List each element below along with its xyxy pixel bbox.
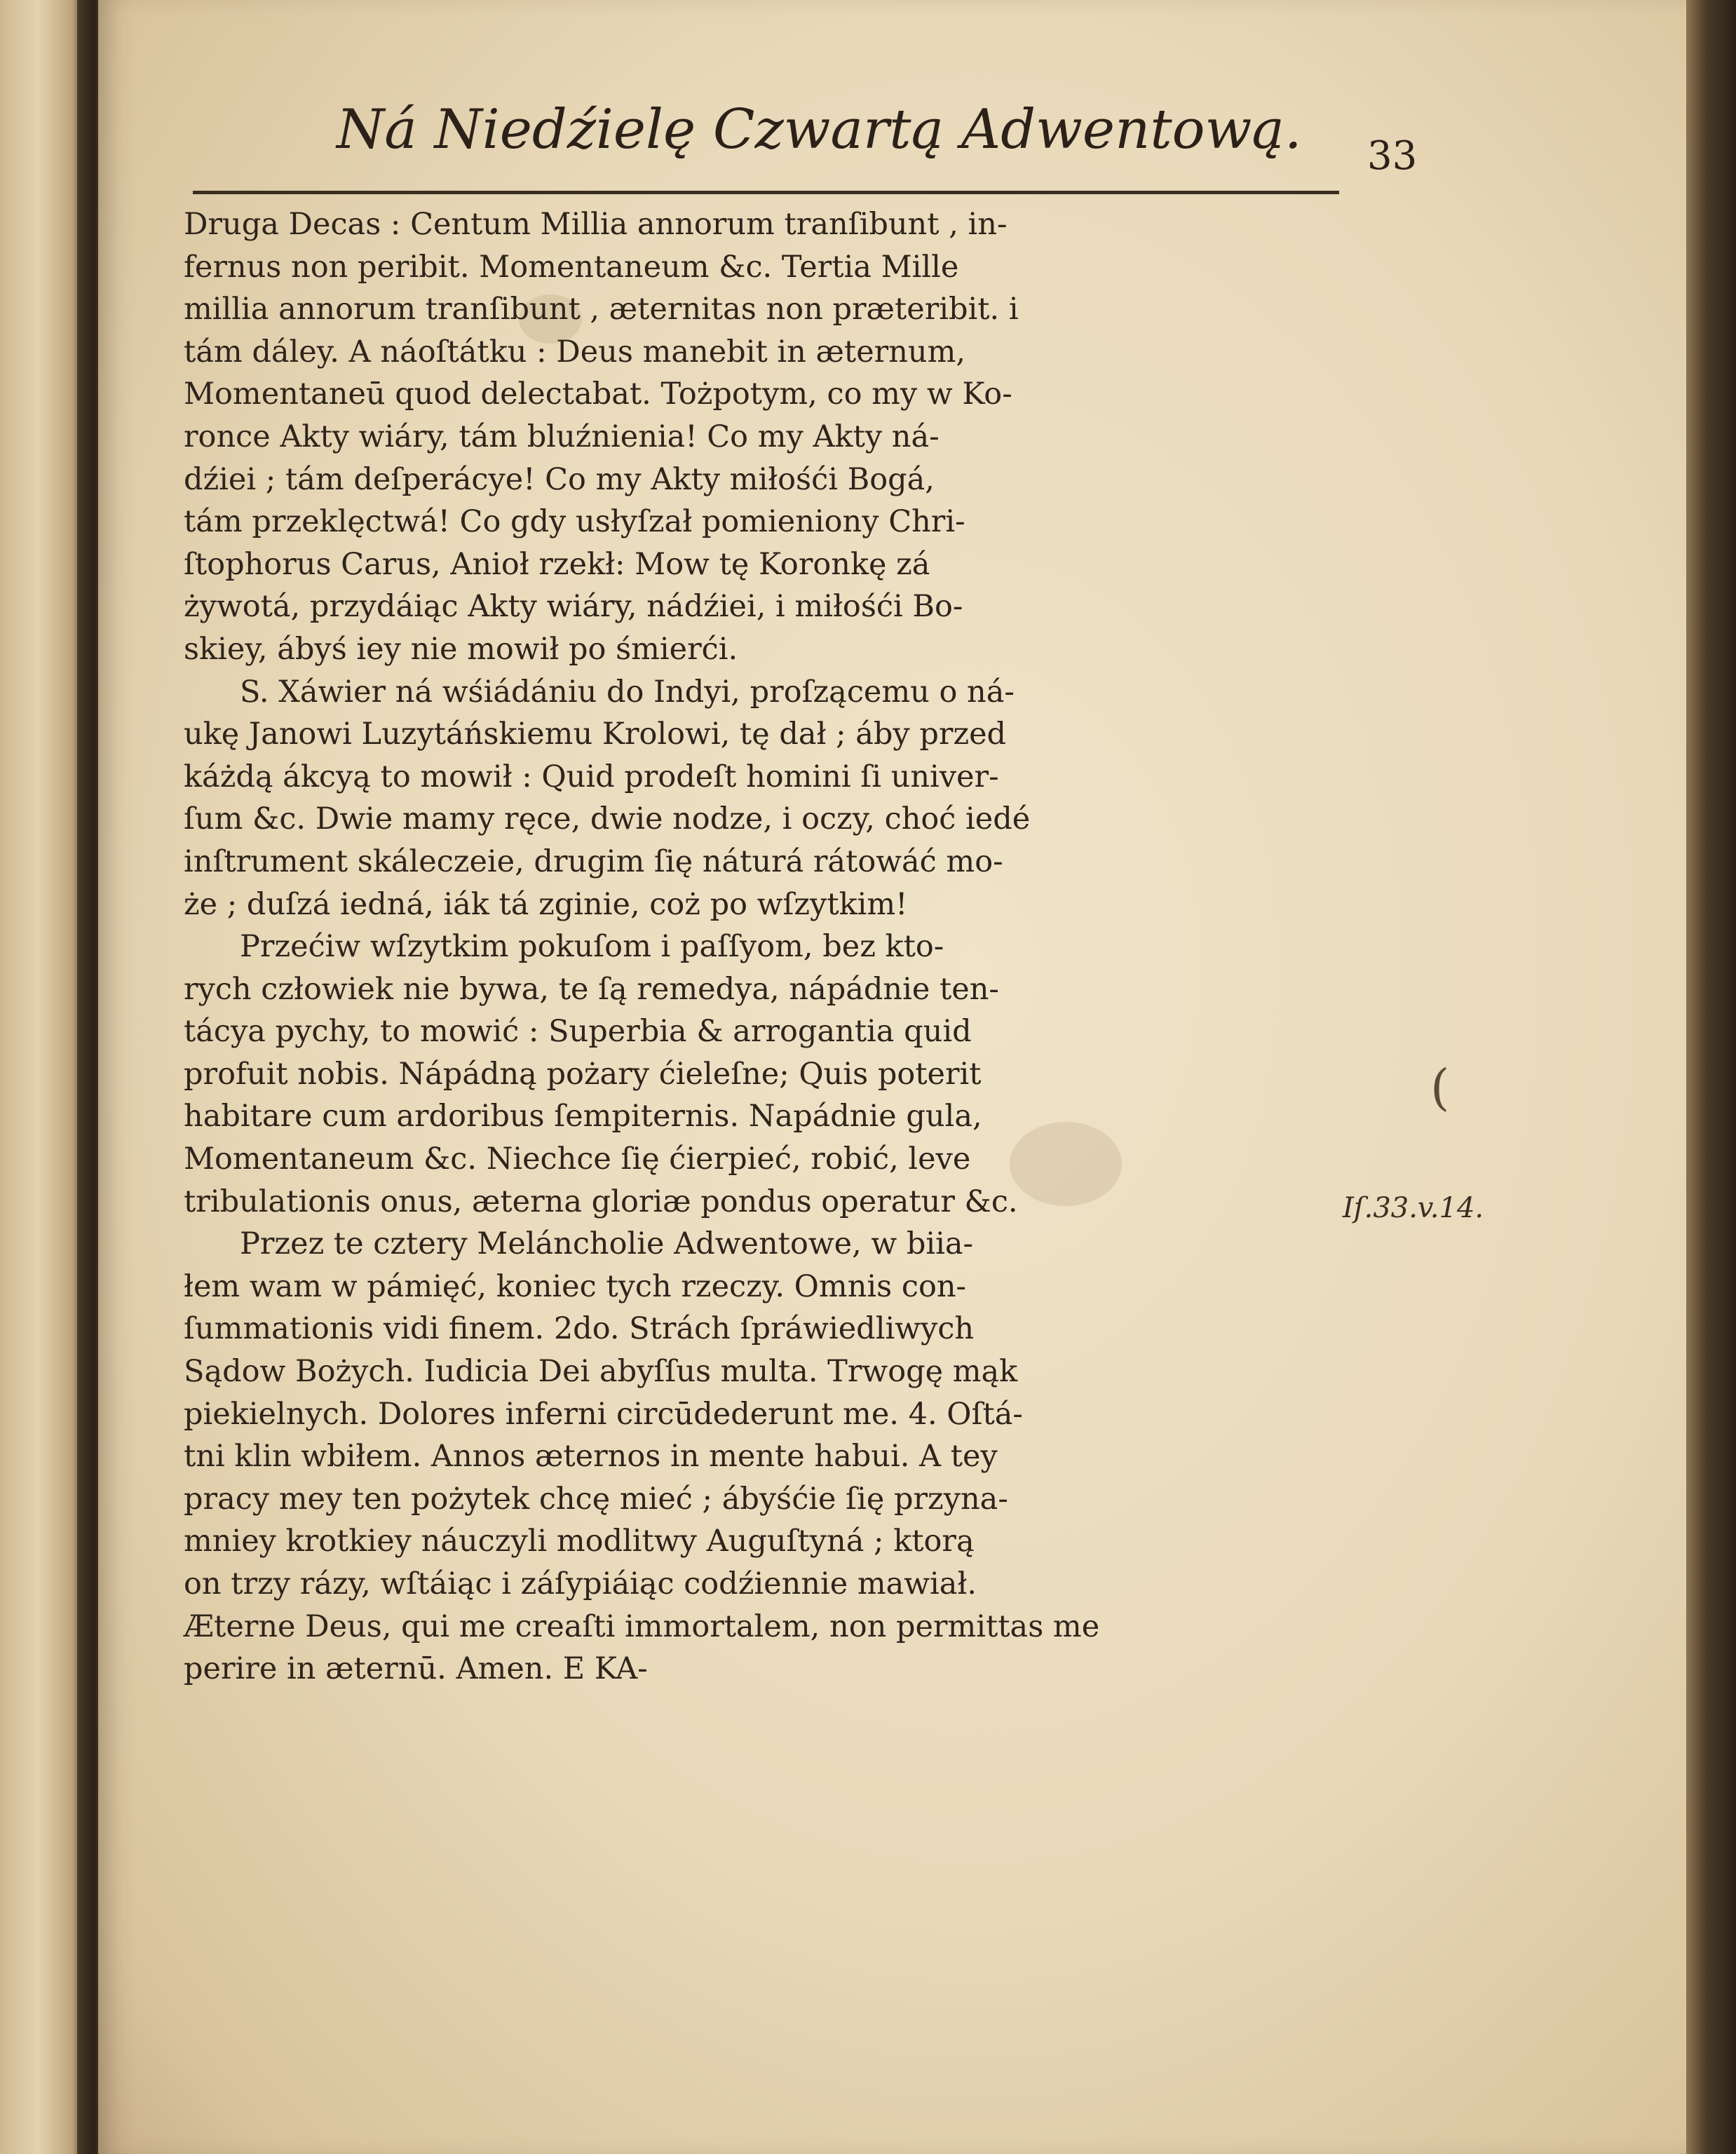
text-line: fernus non peribit. Momentaneum &c. Tertia Mille bbox=[184, 249, 959, 285]
text-line: Przez te cztery Meláncholie Adwentowe, w biia- bbox=[240, 1226, 974, 1262]
text-line: żywotá, przydáiąc Akty wiáry, nádźiei, i miłośći Bo- bbox=[184, 589, 963, 625]
previous-page-edge bbox=[0, 0, 84, 2154]
text-line: ſummationis vidi finem. 2do. Strách ſpráwiedliwych bbox=[184, 1311, 975, 1347]
text-line: skiey, ábyś iey nie mowił po śmierći. bbox=[184, 631, 738, 667]
text-line: profuit nobis. Nápádną pożary ćieleſne; Quis poterit bbox=[184, 1056, 982, 1092]
text-line: tribulationis onus, æterna gloriæ pondus operatur &c. bbox=[184, 1184, 1018, 1219]
text-line: Momentaneum &c. Niechce ſię ćierpieć, robić, leve bbox=[184, 1142, 971, 1177]
text-line: ſum &c. Dwie mamy ręce, dwie nodze, i oczy, choć iedé bbox=[184, 801, 1031, 837]
body-text bbox=[184, 203, 1362, 1691]
text-line: ukę Janowi Luzytáńskiemu Krolowi, tę dał ; áby przed bbox=[184, 717, 1007, 752]
running-title: Ná Niedźielę Czwartą Adwentową. bbox=[337, 98, 1302, 161]
page-fore-edge bbox=[1686, 0, 1736, 2154]
text-line: dźiei ; tám deſperácye! Co my Akty miłośći Bogá, bbox=[184, 461, 935, 497]
text-line: tám przeklęctwá! Co gdy usłyſzał pomieniony Chri- bbox=[184, 504, 965, 540]
text-line: piekielnych. Dolores inferni circūdederunt me. 4. Oſtá- bbox=[184, 1396, 1023, 1432]
text-line: tácya pychy, to mowić : Superbia & arrogantia quid bbox=[184, 1014, 972, 1050]
text-line: łem wam w pámięć, koniec tych rzeczy. Omnis con- bbox=[184, 1268, 967, 1304]
text-line: mniey krotkiey náuczyli modlitwy Auguſtyná ; ktorą bbox=[184, 1524, 975, 1559]
text-line: ronce Akty wiáry, tám bluźnienia! Co my Akty ná- bbox=[184, 419, 940, 454]
text-line: Przećiw wſzytkim pokuſom i paſſyom, bez kto- bbox=[240, 929, 944, 965]
text-line: tni klin wbiłem. Annos æternos in mente habui. A tey bbox=[184, 1439, 998, 1475]
text-line: S. Xáwier ná wśiádániu do Indyi, proſzącemu o ná- bbox=[240, 674, 1015, 710]
text-line: rych człowiek nie bywa, te ſą remedya, nápádnie ten- bbox=[184, 971, 999, 1007]
text-line: Momentaneū quod delectabat. Tożpotym, co my w Ko- bbox=[184, 377, 1012, 412]
text-line: on trzy rázy, wſtáiąc i záſypiáiąc codźiennie mawiał. bbox=[184, 1566, 977, 1601]
header-rule bbox=[193, 191, 1339, 194]
text-line: habitare cum ardoribus ſempiternis. Napádnie gula, bbox=[184, 1099, 982, 1134]
page-number: 33 bbox=[1367, 133, 1418, 179]
text-line: tám dáley. A náoſtátku : Deus manebit in æternum, bbox=[184, 334, 966, 370]
text-line: ſtophorus Carus, Anioł rzekł: Mow tę Koronkę zá bbox=[184, 546, 930, 582]
margin-bracket-mark: ( bbox=[1430, 1059, 1450, 1116]
text-line: pracy mey ten pożytek chcę mieć ; ábyśćie ſię przyna- bbox=[184, 1481, 1008, 1517]
marginal-reference: Iſ.33.v.14. bbox=[1343, 1192, 1484, 1224]
text-line: Æterne Deus, qui me creaſti immortalem, non permittas me bbox=[184, 1608, 1100, 1644]
text-line: Druga Decas : Centum Millia annorum tranſibunt , in- bbox=[184, 207, 1008, 242]
text-line: Sądow Bożych. Iudicia Dei abyſſus multa. Trwogę mąk bbox=[184, 1354, 1018, 1390]
text-line: perire in æternū. Amen. E KA- bbox=[184, 1651, 648, 1687]
text-line: inſtrument skáleczeie, drugim ſię náturá rátowáć mo- bbox=[184, 844, 1003, 879]
text-line: że ; duſzá iedná, iák tá zginie, coż po wſzytkim! bbox=[184, 886, 908, 922]
text-line: millia annorum tranſibunt , æternitas non præteribit. i bbox=[184, 292, 1019, 327]
text-line: káżdą ákcyą to mowił : Quid prodeſt homini ſi univer- bbox=[184, 759, 999, 794]
